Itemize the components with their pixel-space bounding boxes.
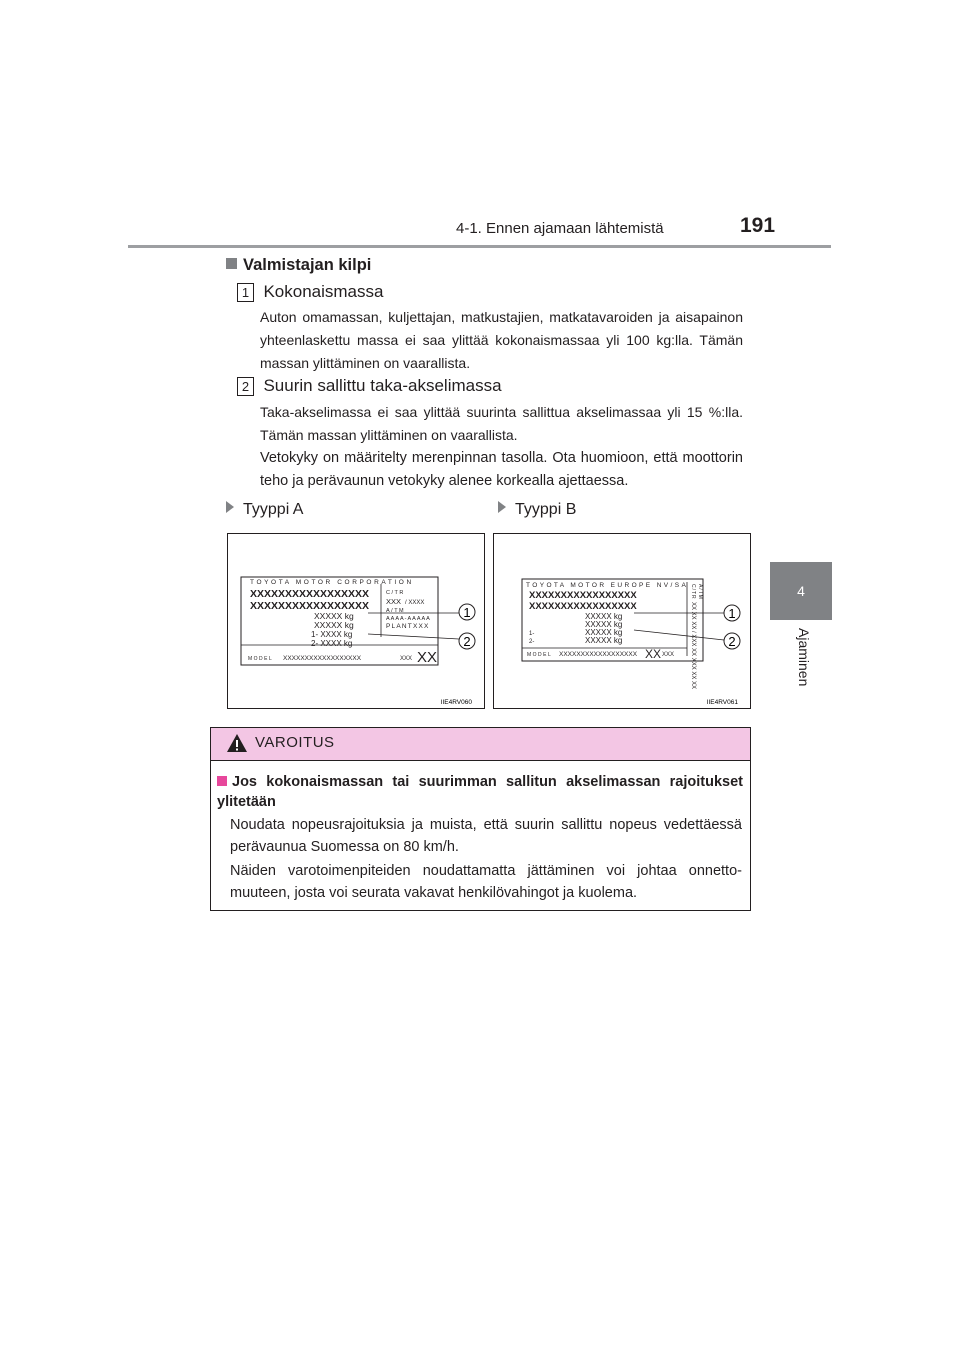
plate-a-w3: 1- XXXX kg — [311, 630, 353, 639]
triangle-bullet-icon — [498, 501, 506, 513]
pink-square-bullet-icon — [217, 776, 227, 786]
chapter-label-wrap — [772, 628, 832, 688]
item-1-heading — [237, 282, 383, 302]
plate-a-xxxx: / XXXX — [405, 600, 425, 606]
warning-paragraph-2: Näiden varotoimenpiteiden noudattamatta jättäminen voi johtaa onnettomuuteen, josta voi seurata vakavat henkilövahingot ja kuolema. — [230, 863, 742, 901]
plate-b-side-atm: A/TM — [697, 584, 703, 600]
page-number: 191 — [740, 214, 776, 237]
item-2-note: Vetokyky on määritelty merenpinnan tasolla. Ota huomioon, että moottorin teho ja perävaunun vetokyky alenee korkealla ajettaessa. — [260, 450, 743, 489]
figure-a-code: IIE4RV060 — [440, 699, 472, 706]
callout-2-b: 2 — [728, 634, 736, 649]
square-bullet-icon — [226, 258, 237, 269]
plate-a-model: MODEL — [248, 656, 274, 662]
callout-1-b: 1 — [728, 606, 736, 621]
number-2-icon: 2 — [237, 377, 254, 396]
plate-b-line1: XXXXXXXXXXXXXXXXX — [529, 590, 637, 601]
item-2-text: Taka-akselimassa ei saa ylittää suurinta sallittua akselimassaa yli 15 %:lla. Tämän massan ylittäminen on vaarallista. — [260, 404, 743, 443]
plate-a-line2: XXXXXXXXXXXXXXXXX — [250, 600, 370, 612]
plate-a-xxx: XXX — [386, 597, 402, 606]
chapter-label: Ajaminen — [796, 628, 812, 687]
plate-a-w2: XXXXX kg — [314, 620, 354, 630]
warning-box — [210, 727, 751, 911]
plate-a-w1: XXXXX kg — [314, 611, 354, 621]
item-1-title: Kokonaismassa — [263, 282, 384, 301]
plate-b-w2: XXXXX kg — [585, 620, 623, 629]
plate-b-w1: XXXXX kg — [585, 612, 623, 621]
plate-b-side-codes: XX XX XX / XXX XX XXX XX XX — [690, 602, 696, 690]
plate-b-r1: 1- — [529, 631, 535, 637]
plate-b-w4: XXXXX kg — [585, 636, 623, 645]
plate-b-w3: XXXXX kg — [585, 628, 623, 637]
warning-title: VAROITUS — [255, 734, 335, 751]
triangle-bullet-icon — [226, 501, 234, 513]
plate-b-xxx: XXX — [662, 652, 675, 658]
plate-a-plant: PLANTXXX — [386, 623, 430, 630]
plate-b-model-code: XXXXXXXXXXXXXXXXXX — [559, 651, 638, 658]
plate-a-line1: XXXXXXXXXXXXXXXXX — [250, 588, 370, 600]
plate-a-model-code: XXXXXXXXXXXXXXXXXX — [283, 655, 362, 662]
type-b-label: Tyyppi B — [498, 501, 576, 519]
plate-a-atm: A/TM — [386, 608, 406, 614]
warning-header — [211, 728, 750, 761]
header-divider — [128, 245, 831, 248]
type-a-label: Tyyppi A — [226, 501, 303, 519]
plate-a-ctr: C/TR — [386, 590, 405, 596]
warning-paragraph-1: Noudata nopeusrajoituksia ja muista, että suurin sallittu nopeus vedettäessä perävaunua Suomessa on 80 km/h. — [230, 817, 742, 855]
figure-type-b — [493, 533, 751, 709]
number-1-icon: 1 — [237, 283, 254, 302]
plate-a-xxx2: XXX — [400, 656, 413, 662]
section-title: 4-1. Ennen ajamaan lähtemistä — [456, 220, 664, 237]
callout-2-a: 2 — [463, 634, 471, 649]
chapter-tab: 4 — [770, 562, 832, 620]
plate-a-xx: XX — [417, 649, 438, 666]
figure-b-code: IIE4RV061 — [706, 699, 738, 706]
item-2-heading — [237, 376, 502, 396]
warning-subheading: Jos kokonaismassan tai suurimman sallitun akselimassan rajoitukset ylitetään — [217, 774, 743, 810]
item-1-text: Auton omamassan, kuljettajan, matkustajien, matkatavaroiden ja aisapainon yhteenlaskettu massa ei saa ylittää kokonaismassaa yli 100 kg:lla. Tämän massan ylittäminen on vaarallista. — [260, 309, 743, 371]
plate-b-model: MODEL — [527, 652, 553, 658]
plate-b-illustration — [494, 534, 750, 708]
plate-b-maker: TOYOTA MOTOR EUROPE NV/SA — [526, 582, 689, 589]
plate-a-aaaa: AAAA-AAAAA — [386, 616, 431, 622]
plate-b-r2: 2- — [529, 639, 535, 645]
callout-1-a: 1 — [463, 605, 471, 620]
warning-triangle-icon — [226, 733, 248, 753]
section-heading: Valmistajan kilpi — [226, 256, 371, 275]
figure-type-a — [227, 533, 485, 709]
plate-b-line2: XXXXXXXXXXXXXXXXX — [529, 601, 637, 612]
plate-a-w4: 2- XXXX kg — [311, 639, 353, 648]
plate-a-maker: TOYOTA MOTOR CORPORATION — [250, 579, 414, 586]
item-2-title: Suurin sallittu taka-akselimassa — [263, 376, 502, 395]
plate-b-side-ctr: C/TR — [690, 584, 696, 600]
plate-a-illustration — [228, 534, 484, 708]
plate-b-xx: XX — [645, 647, 662, 661]
